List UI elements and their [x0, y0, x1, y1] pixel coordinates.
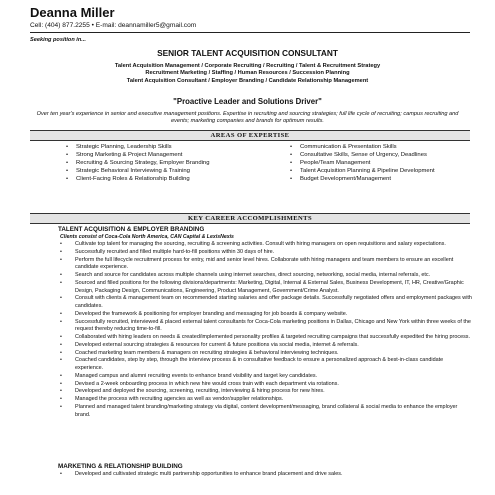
list-item: • Coached candidates, step by step, through the interview process & in consultative feedback to ensure a personalized approach & best-in-class candidate experience. — [60, 357, 472, 373]
list-item: • Planned and managed talent branding/marketing strategy via digital, content development/messaging, brand collateral & social media to enhance the employer brand. — [60, 404, 472, 420]
contact-line: Cell: (404) 877.2255 • E-mail: deannamiller5@gmail.com — [30, 22, 197, 29]
list-item: • Successfully recruited, interviewed & placed external talent consultants for Coca-Cola marketing positions in Dallas, Chicago and New York within three weeks of the request thereby reducing time-to-fill. — [60, 319, 472, 335]
list-item: • Managed campus and alumni recruiting events to enhance brand visibility and target key candidates. — [60, 373, 472, 381]
expertise-item: • People/Team Management — [290, 159, 472, 167]
keyword-line: Talent Acquisition Management / Corporate Recruiting / Recruiting / Talent & Recruitment Strategy — [114, 63, 381, 69]
summary-paragraph: Over ten year's experience in senior and executive management positions. Expertise in recruiting and sourcing strategies; full life cycle of recruiting; campus recruiting and events; marketing companies and brands for optimum results. — [36, 111, 459, 125]
expertise-item: • Strong Marketing & Project Management — [66, 151, 266, 159]
career-heading: KEY CAREER ACCOMPLISHMENTS — [30, 213, 470, 224]
expertise-heading: AREAS OF EXPERTISE — [30, 130, 470, 141]
list-item: • Devised a 2-week onboarding process in which new hire would cross train with each department via rotations. — [60, 381, 472, 389]
list-item: • Successfully recruited and filled multiple hard-to-fill positions within 30 days of hire. — [60, 249, 472, 257]
expertise-item: • Budget Development/Management — [290, 175, 472, 183]
clients-line: Clients consist of Coca-Cola North America, CAN Capital & LexisNexis — [60, 234, 234, 240]
list-item: • Developed and deployed the sourcing, screening, recruiting, interviewing & hiring process for new hires. — [60, 388, 472, 396]
list-item: • Consult with clients & management team on recommended starting salaries and offer package details. Successfully negotiated offers and employment packages with candidates. — [60, 295, 472, 311]
expertise-item: • Talent Acquisition Planning & Pipeline Development — [290, 167, 472, 175]
list-item: • Coached marketing team members & managers on recruiting strategies & behavioral interviewing techniques. — [60, 350, 472, 358]
expertise-right-column — [290, 143, 472, 183]
list-item: • Search and source for candidates across multiple channels using internet searches, direct sourcing, networking, social media, internal referrals, etc. — [60, 272, 472, 280]
tagline: "Proactive Leader and Solutions Driver" — [173, 97, 322, 106]
list-item: • Developed and cultivated strategic multi partnership opportunities to enhance brand placement and drive sales. — [60, 471, 472, 479]
keyword-line: Recruitment Marketing / Staffing / Human Resources / Succession Planning — [145, 70, 350, 77]
marketing-list — [60, 471, 472, 479]
header-divider — [30, 32, 470, 33]
talent-acquisition-list — [60, 241, 472, 419]
talent-acquisition-subheading: TALENT ACQUISITION & EMPLOYER BRANDING — [58, 226, 205, 233]
expertise-item: • Communication & Presentation Skills — [290, 143, 472, 151]
list-item: • Developed external sourcing strategies & resources for current & future positions via social media, internet & referrals. — [60, 342, 472, 350]
expertise-left-column — [66, 143, 266, 183]
position-title: SENIOR TALENT ACQUISITION CONSULTANT — [157, 48, 338, 58]
expertise-item: • Strategic Behavioral Interviewing & Training — [66, 167, 266, 175]
candidate-name: Deanna Miller — [30, 5, 115, 20]
keyword-line: Talent Acquisition Consultant / Employer Branding / Candidate Relationship Management — [126, 77, 369, 84]
list-item: • Managed the process with recruiting agencies as well as vendor/supplier relationships. — [60, 396, 472, 404]
expertise-item: • Recruiting & Sourcing Strategy, Employer Branding — [66, 159, 266, 167]
list-item: • Sourced and filled positions for the following divisions/departments: Marketing, Digital, Internal & External Sales, Business Development, IT, HR, Creative/Graphic Design, Packaging Design, Communications, Engineering, Product Management, Government/Crime Analyst. — [60, 280, 472, 296]
list-item: • Perform the full lifecycle recruitment process for entry, mid and senior level hires. Collaborate with hiring managers and team members to ensure an excellent candidate experience. — [60, 257, 472, 273]
seeking-label: Seeking position in... — [30, 37, 86, 43]
expertise-item: • Client-Facing Roles & Relationship Building — [66, 175, 266, 183]
list-item: • Developed the framework & positioning for employer branding and messaging for job boards & company website. — [60, 311, 472, 319]
marketing-subheading: MARKETING & RELATIONSHIP BUILDING — [58, 463, 183, 470]
keyword-lines — [0, 63, 495, 85]
list-item: • Collaborated with hiring leaders on needs & created/implemented personality profiles & targeted recruiting campaigns that successfully expedited the hiring process. — [60, 334, 472, 342]
expertise-item: • Consultative Skills, Sense of Urgency, Deadlines — [290, 151, 472, 159]
expertise-item: • Strategic Planning, Leadership Skills — [66, 143, 266, 151]
list-item: • Cultivate top talent for managing the sourcing, recruiting & screening activities. Consult with hiring managers on open requisitions and salary expectations. — [60, 241, 472, 249]
